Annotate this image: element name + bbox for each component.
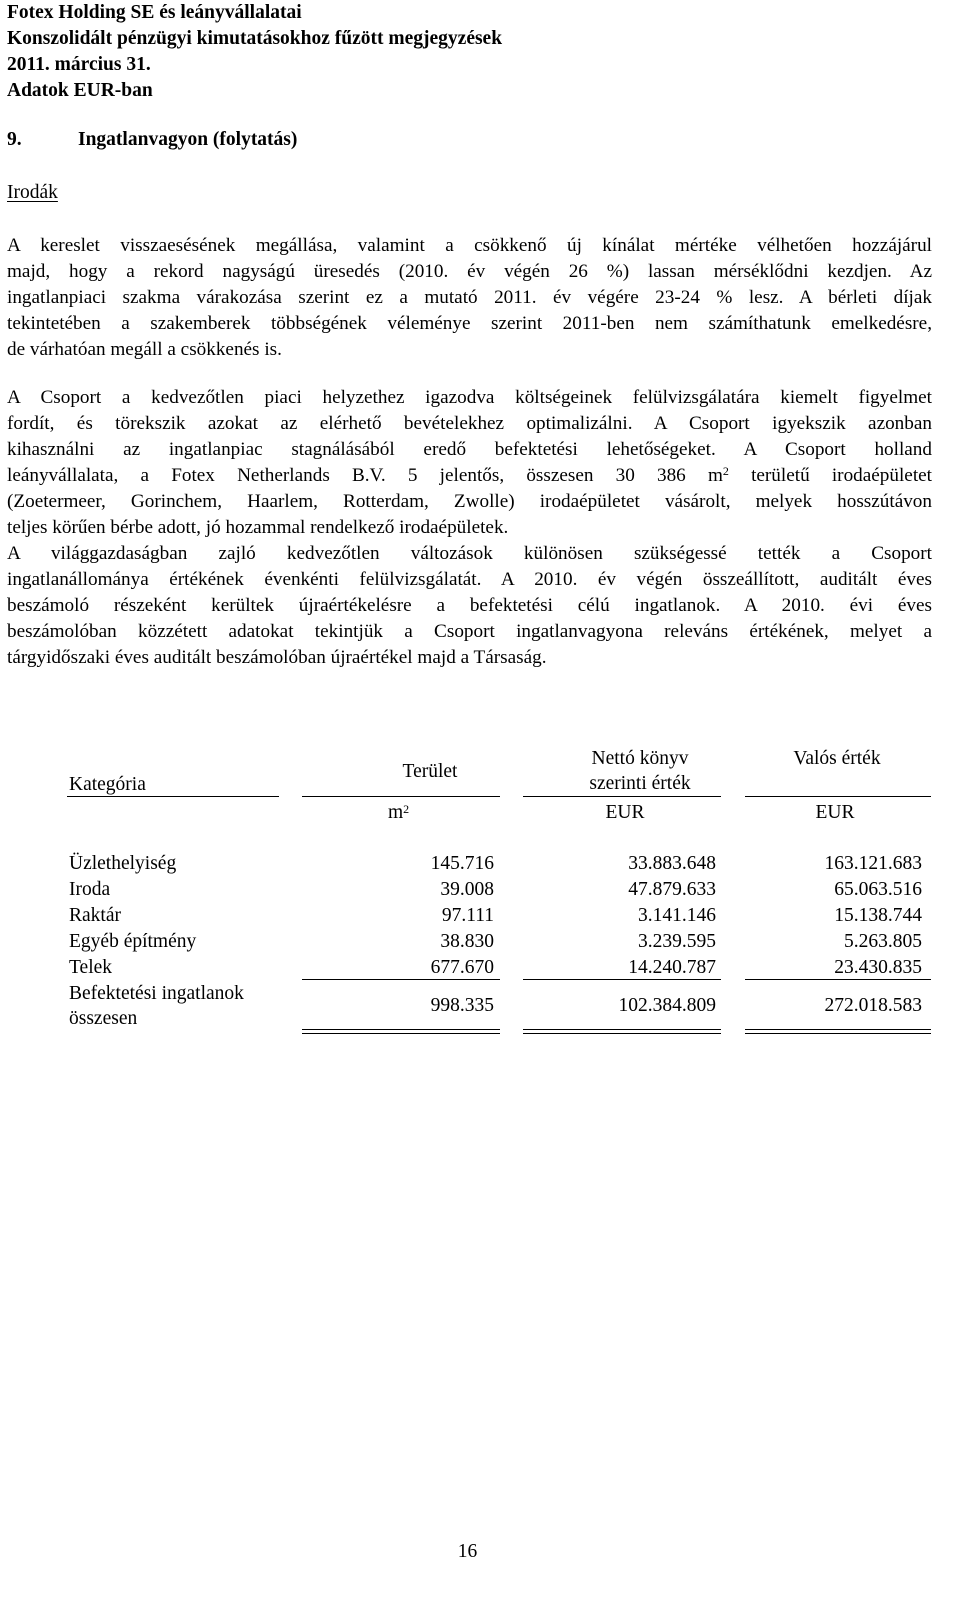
row-fair-value: 5.263.805 — [844, 931, 922, 952]
row-area: 677.670 — [430, 957, 494, 978]
total-double-rule-fair-value — [745, 1029, 931, 1034]
paragraph-1-line: majd, hogy a rekord nagyságú üresedés (2010. év végén 26 %) lassan mérséklődni kezdjen. Az — [7, 260, 932, 282]
paragraph-2-line: fordít, és törekszik azokat az elérhető bevételekhez optimalizálni. A Csoport igyekszik azonban — [7, 412, 932, 434]
paragraph-1 — [7, 233, 932, 363]
header-rule-book-value — [523, 796, 721, 797]
square-meter-superscript: 2 — [722, 463, 729, 478]
paragraph-2-line: kihasználni az ingatlanpiac stagnálásából eredő befektetési lehetőségeket. A Csoport holland — [7, 438, 932, 460]
row-book-value: 3.141.146 — [638, 905, 716, 926]
row-fair-value: 23.430.835 — [834, 957, 922, 978]
paragraph-2-line: teljes körűen bérbe adott, jó hozammal rendelkező irodaépületek. — [7, 516, 509, 538]
paragraph-1-line: de várhatóan megáll a csökkenés is. — [7, 338, 282, 360]
subtotal-rule-book-value — [523, 979, 721, 980]
total-double-rule-area — [302, 1029, 500, 1034]
paragraph-3-line: A világgazdaságban zajló kedvezőtlen változások különösen szükségessé tették a Csoport — [7, 543, 932, 564]
row-area: 97.111 — [441, 905, 494, 926]
header-book-value-line2: szerinti érték — [589, 773, 691, 794]
subtotal-rule-fair-value — [745, 979, 931, 980]
paragraph-2-line-4-text: leányvállalata, a Fotex Netherlands B.V. 5 jelentős, összesen 30 386 m — [7, 464, 723, 486]
page-number: 16 — [457, 1541, 478, 1562]
header-book-value-line1: Nettó könyv — [591, 748, 689, 769]
row-fair-value: 15.138.744 — [834, 905, 922, 926]
row-book-value: 47.879.633 — [628, 879, 716, 900]
unit-area: $m^2$ — [388, 802, 410, 823]
row-category: Raktár — [69, 905, 121, 926]
total-book-value: 102.384.809 — [618, 995, 716, 1016]
section-title: Ingatlanvagyon (folytatás) — [78, 129, 298, 150]
subtotal-rule-area — [302, 979, 500, 980]
paragraph-3-line: beszámoló részeként kerültek újraértékelésre a befektetési célú ingatlanok. A 2010. évi éves — [7, 594, 932, 616]
header-rule-fair-value — [745, 796, 931, 797]
report-date: 2011. március 31. — [7, 54, 151, 75]
paragraph-1-line: A kereslet visszaesésének megállása, valamint a csökkenő új kínálat mértéke vélhetően hozzájárul — [7, 235, 932, 256]
paragraph-3 — [7, 541, 932, 671]
row-book-value: 3.239.595 — [638, 931, 716, 952]
paragraph-2-line: (Zoetermeer, Gorinchem, Haarlem, Rotterdam, Zwolle) irodaépületet vásárolt, melyek hosszútávon — [7, 490, 932, 512]
header-fair-value: Valós érték — [793, 748, 881, 769]
row-category: Iroda — [69, 879, 111, 900]
row-book-value: 33.883.648 — [628, 853, 716, 874]
row-category: Egyéb építmény — [69, 931, 197, 952]
paragraph-3-line: tárgyidőszaki éves auditált beszámolóban újraértékel majd a Társaság. — [7, 646, 547, 668]
row-area: 38.830 — [440, 931, 494, 952]
header-rule-category — [67, 796, 279, 797]
total-area: 998.335 — [430, 995, 494, 1016]
total-category-line2: összesen — [69, 1008, 138, 1029]
header-area: Terület — [402, 761, 458, 782]
paragraph-2-line: A Csoport a kedvezőtlen piaci helyzethez igazodva költségeinek felülvizsgálatára kiemelt figyelmet — [7, 387, 932, 408]
header-category: Kategória — [69, 774, 146, 795]
total-category-line1: Befektetési ingatlanok — [69, 983, 244, 1004]
paragraph-2 — [7, 385, 932, 540]
subheading-irodak: Irodák — [7, 182, 58, 203]
total-fair-value: 272.018.583 — [824, 995, 922, 1016]
paragraph-2-line-with-superscript — [7, 463, 932, 489]
row-area: 39.008 — [440, 879, 494, 900]
row-fair-value: 163.121.683 — [824, 853, 922, 874]
company-name: Fotex Holding SE és leányvállalatai — [7, 2, 302, 23]
row-category: Üzlethelyiség — [69, 853, 177, 874]
paragraph-3-line: ingatlanállománya értékének évenkénti felülvizsgálatát. A 2010. év végén összeállított, auditált éves — [7, 568, 932, 590]
row-category: Telek — [69, 957, 113, 978]
currency-note: Adatok EUR-ban — [7, 80, 153, 101]
row-book-value: 14.240.787 — [628, 957, 716, 978]
paragraph-1-line: tekintetében a szakemberek többségének véleménye szerint 2011-ben nem számíthatunk emelkedésre, — [7, 312, 932, 334]
row-area: 145.716 — [430, 853, 494, 874]
total-double-rule-book-value — [523, 1029, 721, 1034]
paragraph-1-line: ingatlanpiaci szakma várakozása szerint ez a mutató 2011. év végére 23-24 % lesz. A bérleti díjak — [7, 286, 932, 308]
document-subtitle: Konszolidált pénzügyi kimutatásokhoz fűzött megjegyzések — [7, 28, 503, 49]
paragraph-3-line: beszámolóban közzétett adatokat tekintjük a Csoport ingatlanvagyona releváns értékének, melyet a — [7, 620, 932, 642]
unit-area-superscript: 2 — [403, 802, 410, 816]
unit-book-value: EUR — [605, 802, 645, 823]
row-fair-value: 65.063.516 — [834, 879, 922, 900]
section-number: 9. — [7, 129, 22, 150]
unit-fair-value: EUR — [815, 802, 855, 823]
header-rule-area — [302, 796, 500, 797]
paragraph-2-line-4-text-end: területű irodaépületet — [728, 464, 932, 486]
